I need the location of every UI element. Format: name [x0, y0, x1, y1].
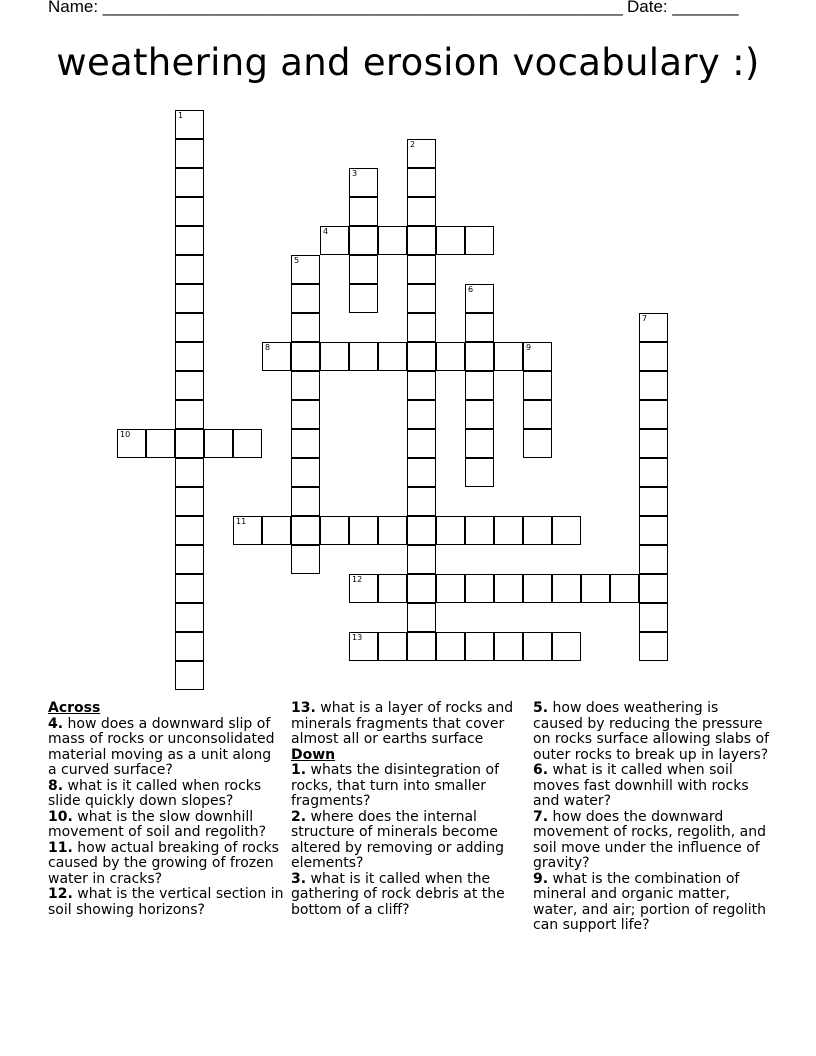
- grid-cell[interactable]: [436, 226, 465, 255]
- grid-cell[interactable]: [175, 110, 204, 139]
- grid-cell[interactable]: [407, 371, 436, 400]
- grid-cell[interactable]: [523, 632, 552, 661]
- grid-cell[interactable]: [465, 632, 494, 661]
- grid-cell[interactable]: [494, 574, 523, 603]
- grid-cell[interactable]: [349, 226, 378, 255]
- grid-cell[interactable]: [639, 342, 668, 371]
- grid-cell[interactable]: [349, 197, 378, 226]
- grid-cell[interactable]: [175, 574, 204, 603]
- grid-cell[interactable]: [175, 284, 204, 313]
- page-title: weathering and erosion vocabulary :): [56, 41, 760, 84]
- cell-number: 8: [265, 343, 271, 352]
- grid-cell[interactable]: [552, 516, 581, 545]
- cell-number: 11: [236, 517, 247, 526]
- grid-cell[interactable]: [233, 516, 262, 545]
- grid-cell[interactable]: [175, 458, 204, 487]
- grid-cell[interactable]: [262, 516, 291, 545]
- across-clue-8: 8. what is it called when rocks slide quickly down slopes?: [48, 777, 262, 809]
- grid-cell[interactable]: [407, 400, 436, 429]
- across-heading: Across: [48, 700, 101, 716]
- grid-cell[interactable]: [175, 168, 204, 197]
- grid-cell[interactable]: [639, 603, 668, 632]
- cell-number: 10: [120, 430, 131, 439]
- grid-cell[interactable]: [378, 226, 407, 255]
- grid-cell[interactable]: [175, 545, 204, 574]
- grid-cell[interactable]: [465, 400, 494, 429]
- grid-cell[interactable]: [523, 429, 552, 458]
- grid-cell[interactable]: [610, 574, 639, 603]
- grid-cell[interactable]: [175, 139, 204, 168]
- grid-cell[interactable]: [639, 574, 668, 603]
- grid-cell[interactable]: [378, 574, 407, 603]
- grid-cell[interactable]: [291, 342, 320, 371]
- grid-cell[interactable]: [378, 632, 407, 661]
- grid-cell[interactable]: [175, 255, 204, 284]
- grid-cell[interactable]: [639, 458, 668, 487]
- across-clue-4: 4. how does a downward slip of mass of rocks or unconsolidated material moving as a unit along a curved surface?: [48, 715, 275, 778]
- grid-cell[interactable]: [291, 545, 320, 574]
- date-line[interactable]: Date: _______: [627, 0, 739, 16]
- grid-cell[interactable]: [291, 487, 320, 516]
- grid-cell[interactable]: [407, 197, 436, 226]
- down-clue-2: 2. where does the internal structure of minerals become altered by removing or adding elements?: [291, 808, 505, 871]
- grid-cell[interactable]: [407, 458, 436, 487]
- grid-cell[interactable]: [407, 255, 436, 284]
- grid-cell[interactable]: [175, 603, 204, 632]
- cell-number: 4: [323, 227, 329, 236]
- grid-cell[interactable]: [494, 342, 523, 371]
- grid-cell[interactable]: [349, 632, 378, 661]
- grid-cell[interactable]: [175, 661, 204, 690]
- grid-cell[interactable]: [175, 429, 204, 458]
- grid-cell[interactable]: [233, 429, 262, 458]
- grid-cell[interactable]: [639, 516, 668, 545]
- grid-cell[interactable]: [465, 284, 494, 313]
- grid-cell[interactable]: [175, 516, 204, 545]
- grid-cell[interactable]: [407, 603, 436, 632]
- grid-cell[interactable]: [436, 342, 465, 371]
- grid-cell[interactable]: [262, 342, 291, 371]
- grid-cell[interactable]: [407, 574, 436, 603]
- cell-number: 1: [178, 111, 184, 120]
- grid-cell[interactable]: [639, 400, 668, 429]
- grid-cell[interactable]: [465, 516, 494, 545]
- grid-cell[interactable]: [291, 313, 320, 342]
- grid-cell[interactable]: [175, 197, 204, 226]
- grid-cell[interactable]: [639, 429, 668, 458]
- grid-cell[interactable]: [175, 371, 204, 400]
- grid-cell[interactable]: [407, 139, 436, 168]
- down-heading: Down: [291, 746, 336, 763]
- grid-cell[interactable]: [407, 313, 436, 342]
- cell-number: 12: [352, 575, 363, 584]
- cell-number: 5: [294, 256, 300, 265]
- grid-cell[interactable]: [320, 226, 349, 255]
- grid-cell[interactable]: [349, 168, 378, 197]
- grid-cell[interactable]: [639, 632, 668, 661]
- down-clue-5: 5. how does weathering is caused by reducing the pressure on rocks surface allowing slabs of outer rocks to break up in layers?: [533, 700, 770, 763]
- grid-cell[interactable]: [407, 429, 436, 458]
- grid-cell[interactable]: [407, 342, 436, 371]
- grid-cell[interactable]: [117, 429, 146, 458]
- grid-cell[interactable]: [175, 400, 204, 429]
- grid-cell[interactable]: [378, 516, 407, 545]
- grid-cell[interactable]: [465, 313, 494, 342]
- grid-cell[interactable]: [436, 632, 465, 661]
- grid-cell[interactable]: [465, 226, 494, 255]
- grid-cell[interactable]: [407, 284, 436, 313]
- across-clue-11: 11. how actual breaking of rocks caused by the growing of frozen water in cracks?: [48, 839, 279, 887]
- cell-number: 2: [410, 140, 416, 149]
- grid-cell[interactable]: [523, 342, 552, 371]
- grid-cell[interactable]: [175, 342, 204, 371]
- down-clue-3: 3. what is it called when the gathering of rock debris at the bottom of a cliff?: [291, 870, 505, 918]
- across-clue-13: 13. what is a layer of rocks and minerals fragments that cover almost all or earths surface: [291, 700, 514, 747]
- grid-cell[interactable]: [291, 400, 320, 429]
- grid-cell[interactable]: [349, 284, 378, 313]
- grid-cell[interactable]: [523, 400, 552, 429]
- grid-cell[interactable]: [581, 574, 610, 603]
- grid-cell[interactable]: [291, 255, 320, 284]
- grid-cell[interactable]: [175, 487, 204, 516]
- grid-cell[interactable]: [523, 371, 552, 400]
- grid-cell[interactable]: [639, 487, 668, 516]
- grid-cell[interactable]: [407, 226, 436, 255]
- grid-cell[interactable]: [639, 371, 668, 400]
- grid-cell[interactable]: [204, 429, 233, 458]
- grid-cell[interactable]: [494, 516, 523, 545]
- grid-cell[interactable]: [349, 342, 378, 371]
- grid-cell[interactable]: [407, 168, 436, 197]
- across-clue-10: 10. what is the slow downhill movement of soil and regolith?: [48, 808, 267, 840]
- grid-cell[interactable]: [436, 574, 465, 603]
- grid-cell[interactable]: [407, 487, 436, 516]
- grid-cell[interactable]: [465, 574, 494, 603]
- grid-cell[interactable]: [291, 371, 320, 400]
- grid-cell[interactable]: [552, 632, 581, 661]
- grid-cell[interactable]: [146, 429, 175, 458]
- grid-cell[interactable]: [436, 516, 465, 545]
- clues-column-3: [533, 701, 769, 934]
- grid-cell[interactable]: [407, 545, 436, 574]
- grid-cell[interactable]: [291, 516, 320, 545]
- grid-cell[interactable]: [349, 516, 378, 545]
- grid-cell[interactable]: [175, 313, 204, 342]
- grid-cell[interactable]: [465, 371, 494, 400]
- down-clue-7: 7. how does the downward movement of rocks, regolith, and soil move under the influence of gravity?: [533, 808, 767, 871]
- grid-cell[interactable]: [291, 458, 320, 487]
- grid-cell[interactable]: [291, 284, 320, 313]
- grid-cell[interactable]: [175, 226, 204, 255]
- grid-cell[interactable]: [465, 429, 494, 458]
- down-clue-6: 6. what is it called when soil moves fast downhill with rocks and water?: [533, 762, 749, 809]
- down-clue-9: 9. what is the combination of mineral and organic matter, water, and air; portion of regolith can support life?: [533, 870, 767, 933]
- grid-cell[interactable]: [407, 516, 436, 545]
- grid-cell[interactable]: [465, 342, 494, 371]
- cell-number: 3: [352, 169, 358, 178]
- grid-cell[interactable]: [349, 255, 378, 284]
- grid-cell[interactable]: [349, 574, 378, 603]
- grid-cell[interactable]: [552, 574, 581, 603]
- grid-cell[interactable]: [291, 429, 320, 458]
- down-clue-1: 1. whats the disintegration of rocks, that turn into smaller fragments?: [291, 762, 499, 809]
- across-clue-12: 12. what is the vertical section in soil showing horizons?: [48, 886, 284, 918]
- cell-number: 13: [352, 633, 363, 642]
- grid-cell[interactable]: [407, 632, 436, 661]
- cell-number: 6: [468, 285, 474, 294]
- grid-cell[interactable]: [523, 516, 552, 545]
- grid-cell[interactable]: [320, 516, 349, 545]
- grid-cell[interactable]: [639, 545, 668, 574]
- grid-cell[interactable]: [465, 458, 494, 487]
- grid-cell[interactable]: [378, 342, 407, 371]
- cell-number: 7: [642, 314, 648, 323]
- grid-cell[interactable]: [523, 574, 552, 603]
- grid-cell[interactable]: [639, 313, 668, 342]
- grid-cell[interactable]: [320, 342, 349, 371]
- clues-column-1: [48, 701, 284, 918]
- grid-cell[interactable]: [175, 632, 204, 661]
- name-line[interactable]: Name: _______________________________________________________: [48, 0, 623, 16]
- grid-cell[interactable]: [494, 632, 523, 661]
- cell-number: 9: [526, 343, 532, 352]
- clues-column-2: [291, 701, 527, 918]
